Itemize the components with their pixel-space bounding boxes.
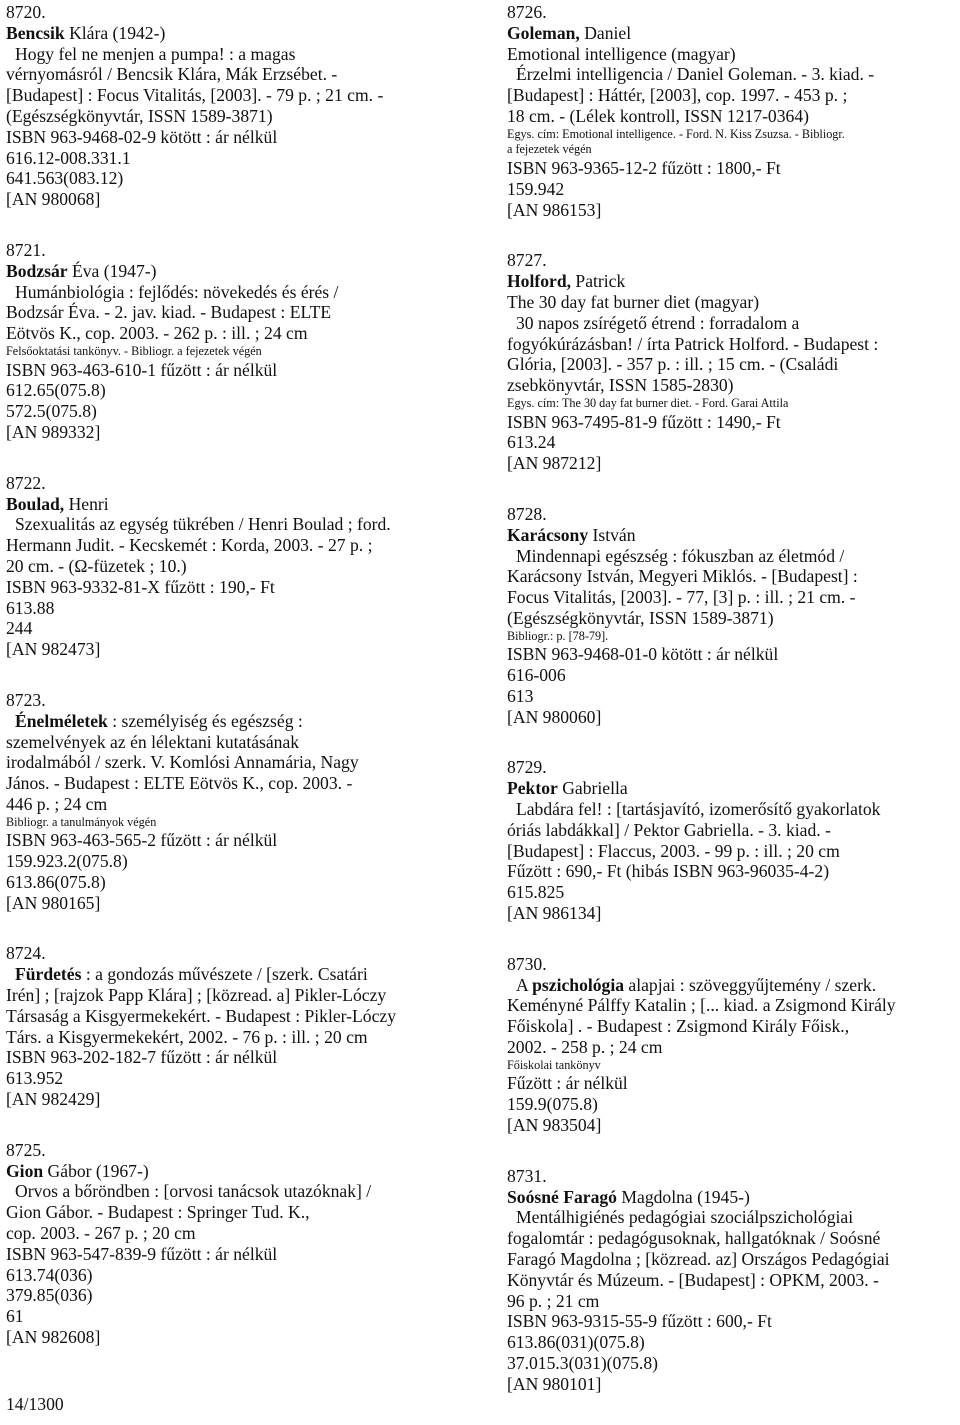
entry-text: irodalmából / szerk. V. Komlósi Annamária, Nagy	[6, 752, 359, 773]
entry-line	[6, 985, 468, 1006]
entry-line	[507, 778, 957, 799]
entry-text: : személyiség és egészség :	[107, 710, 303, 731]
entry-author: Fürdetés	[15, 964, 82, 985]
entry-line	[507, 861, 957, 882]
entry-text: Glória, [2003]. - 357 p. : ill. ; 15 cm. - (Családi	[507, 354, 839, 375]
entry-text: ISBN 963-9365-12-2 fűzött : 1800,- Ft	[507, 157, 781, 178]
entry-line	[507, 903, 957, 924]
entry-text: 159.923.2(075.8)	[6, 851, 128, 872]
entry-line	[6, 711, 468, 732]
entry-line	[6, 85, 468, 106]
entry-text: 8730.	[507, 953, 547, 974]
entry-line	[6, 1306, 468, 1327]
entry-line	[6, 1244, 468, 1265]
entry-text: Mindennapi egészség : fókuszban az életmód /	[516, 545, 845, 566]
entry-text: (Egészségkönyvtár, ISSN 1589-3871)	[507, 607, 774, 628]
entry-text: 8720.	[6, 2, 46, 22]
entry-text: ISBN 963-9315-55-9 fűzött : 600,- Ft	[507, 1311, 772, 1332]
entry-author: Goleman,	[507, 22, 580, 43]
entry-text: Gion Gábor. - Budapest : Springer Tud. K.,	[6, 1202, 310, 1223]
entry-line	[6, 773, 468, 794]
entry-line	[6, 168, 468, 189]
bibliography-entry	[6, 240, 468, 443]
entry-line	[6, 148, 468, 169]
entry-text: Könyvtár és Múzeum. - [Budapest] : OPKM, 2003. -	[507, 1269, 879, 1290]
entry-author: Holford,	[507, 271, 572, 292]
entry-text: [AN 989332]	[6, 421, 101, 442]
entry-line	[507, 1353, 957, 1374]
entry-line	[6, 1265, 468, 1286]
entry-line	[507, 882, 957, 903]
entry-text: zsebkönyvtár, ISSN 1585-2830)	[507, 375, 734, 396]
entry-line	[507, 995, 957, 1016]
entry-number	[6, 2, 468, 23]
bibliography-entry	[6, 2, 468, 210]
entry-line	[6, 261, 468, 282]
entry-text: ISBN 963-9468-01-0 kötött : ár nélkül	[507, 644, 779, 665]
entry-line	[6, 851, 468, 872]
entry-line	[507, 412, 957, 433]
entry-text: szemelvények az én lélektani kutatásának	[6, 731, 300, 752]
entry-line	[507, 841, 957, 862]
entry-author: Bencsik	[6, 22, 65, 43]
entry-line	[507, 686, 957, 707]
entry-line	[6, 189, 468, 210]
entry-text: alapjai : szöveggyűjtemény / szerk.	[624, 974, 877, 995]
entry-line	[6, 964, 468, 985]
entry-line	[507, 587, 957, 608]
entry-text: 572.5(075.8)	[6, 401, 97, 422]
entry-line	[6, 1068, 468, 1089]
entry-line	[507, 200, 957, 221]
entry-line	[507, 432, 957, 453]
entry-text: [AN 982608]	[6, 1327, 101, 1348]
entry-text: [AN 986134]	[507, 903, 602, 924]
entry-line	[507, 453, 957, 474]
entry-line	[6, 1089, 468, 1110]
entry-line	[507, 106, 957, 127]
entry-text: fogalomtár : pedagógusoknak, hallgatóknak / Soósné	[507, 1228, 881, 1249]
entry-text: 30 napos zsírégető étrend : forradalom a	[516, 312, 800, 333]
entry-text: Orvos a bőröndben : [orvosi tanácsok utazóknak] /	[15, 1181, 372, 1202]
entry-text: István	[588, 524, 636, 545]
entry-text: 379.85(036)	[6, 1285, 93, 1306]
entry-note	[6, 815, 468, 831]
entry-text: fogyókúrázásban! / írta Patrick Holford. - Budapest :	[507, 333, 879, 354]
entry-line	[507, 44, 957, 65]
entry-text: [AN 980068]	[6, 189, 101, 210]
entry-text: 8731.	[507, 1165, 547, 1186]
entry-text: Főiskolai tankönyv	[507, 1057, 601, 1072]
entry-line	[6, 1223, 468, 1244]
entry-line	[507, 525, 957, 546]
entry-text: Faragó Magdolna ; [közread. az] Országos Pedagógiai	[507, 1249, 890, 1270]
entry-text: 613.952	[6, 1068, 64, 1089]
entry-line	[507, 566, 957, 587]
entry-text: Fűzött : 690,- Ft (hibás ISBN 963-96035-4-2)	[507, 861, 830, 882]
entry-text: Egys. cím: Emotional intelligence. - Ford. N. Kiss Zsuzsa. - Bibliogr.	[507, 126, 845, 141]
entry-text: Érzelmi intelligencia / Daniel Goleman. - 3. kiad. -	[516, 64, 875, 85]
entry-line	[507, 1115, 957, 1136]
entry-text: 96 p. ; 21 cm	[507, 1290, 600, 1311]
left-column	[6, 2, 468, 1378]
entry-line	[6, 830, 468, 851]
entry-text: 8722.	[6, 472, 46, 493]
right-column	[507, 2, 957, 1425]
entry-text: Főiskola] . - Budapest : Zsigmond Király Főisk.,	[507, 1016, 850, 1037]
entry-text: 61	[6, 1306, 24, 1327]
entry-text: : a gondozás művészete / [szerk. Csatári	[81, 964, 368, 985]
entry-text: 18 cm. - (Lélek kontroll, ISSN 1217-0364)	[507, 105, 809, 126]
entry-text: 8721.	[6, 239, 46, 260]
bibliography-entry	[507, 250, 957, 474]
entry-text: 446 p. ; 24 cm	[6, 793, 108, 814]
entry-text: A	[516, 974, 533, 995]
bibliography-entry	[507, 1166, 957, 1395]
entry-text: [Budapest] : Flaccus, 2003. - 99 p. : ill. ; 20 cm	[507, 840, 840, 861]
entry-line	[6, 494, 468, 515]
entry-line	[507, 158, 957, 179]
entry-text: [AN 980060]	[507, 706, 602, 727]
entry-note	[6, 344, 468, 360]
entry-line	[6, 127, 468, 148]
entry-line	[6, 106, 468, 127]
entry-line	[6, 64, 468, 85]
entry-line	[507, 23, 957, 44]
entry-number	[507, 2, 957, 23]
entry-line	[507, 820, 957, 841]
entry-text: Magdolna (1945-)	[616, 1186, 750, 1207]
entry-note	[507, 1058, 957, 1074]
entry-text: 8725.	[6, 1139, 46, 1160]
entry-text: 8723.	[6, 689, 46, 710]
entry-line	[6, 556, 468, 577]
entry-line	[507, 1249, 957, 1270]
entry-line	[507, 375, 957, 396]
entry-text: 616.12-008.331.1	[6, 147, 131, 168]
entry-line	[6, 1161, 468, 1182]
entry-text: 613	[507, 685, 534, 706]
entry-text: Társaság a Kisgyermekekért. - Budapest : Pikler-Lóczy	[6, 1005, 396, 1026]
entry-text: 613.24	[507, 432, 556, 453]
entry-text: ISBN 963-9468-02-9 kötött : ár nélkül	[6, 126, 278, 147]
entry-text: [AN 980165]	[6, 892, 101, 913]
entry-author: Énelméletek	[15, 710, 108, 731]
entry-note	[507, 127, 957, 143]
entry-line	[507, 64, 957, 85]
entry-text: 613.86(031)(075.8)	[507, 1332, 645, 1353]
entry-text: 615.825	[507, 882, 565, 903]
entry-text: Patrick	[571, 271, 626, 292]
entry-text: Bodzsár Éva. - 2. jav. kiad. - Budapest : ELTE	[6, 302, 332, 323]
entry-text: [AN 987212]	[507, 453, 602, 474]
entry-text: (Egészségkönyvtár, ISSN 1589-3871)	[6, 105, 273, 126]
entry-line	[507, 1270, 957, 1291]
entry-line	[507, 85, 957, 106]
entry-text: Fűzött : ár nélkül	[507, 1073, 628, 1094]
entry-line	[507, 271, 957, 292]
entry-line	[6, 618, 468, 639]
entry-text: János. - Budapest : ELTE Eötvös K., cop. 2003. -	[6, 773, 353, 794]
entry-line	[507, 546, 957, 567]
entry-line	[507, 1016, 957, 1037]
entry-line	[6, 380, 468, 401]
entry-line	[6, 1006, 468, 1027]
entry-line	[507, 1311, 957, 1332]
entry-text: Egys. cím: The 30 day fat burner diet. - Ford. Garai Attila	[507, 395, 789, 410]
entry-line	[6, 893, 468, 914]
entry-text: Bibliogr.: p. [78-79].	[507, 628, 609, 643]
entry-line	[507, 1187, 957, 1208]
bibliography-entry	[507, 954, 957, 1136]
entry-line	[507, 1332, 957, 1353]
bibliography-entry	[6, 473, 468, 660]
entry-line	[507, 1374, 957, 1395]
entry-text: 641.563(083.12)	[6, 168, 124, 189]
entry-text: 612.65(075.8)	[6, 380, 106, 401]
entry-text: cop. 2003. - 267 p. ; 20 cm	[6, 1223, 196, 1244]
entry-text: Daniel	[579, 22, 632, 43]
entry-text: Társ. a Kisgyermekekért, 2002. - 76 p. : ill. ; 20 cm	[6, 1026, 368, 1047]
entry-line	[6, 535, 468, 556]
entry-line	[507, 707, 957, 728]
entry-text: 613.74(036)	[6, 1264, 93, 1285]
entry-line	[6, 732, 468, 753]
entry-text: 616-006	[507, 665, 566, 686]
bibliography-entry	[6, 690, 468, 914]
entry-text: Labdára fel! : [tartásjavító, izomerősítő gyakorlatok	[516, 799, 881, 820]
entry-text: [AN 982429]	[6, 1089, 101, 1110]
entry-text: Keményné Pálffy Katalin ; [... kiad. a Zsigmond Király	[507, 995, 896, 1016]
entry-text: Irén] ; [rajzok Papp Klára] ; [közread. a] Pikler-Lóczy	[6, 985, 387, 1006]
entry-text: Gábor (1967-)	[43, 1160, 149, 1181]
entry-line	[6, 1027, 468, 1048]
entry-number	[6, 473, 468, 494]
entry-author: Pektor	[507, 778, 558, 799]
entry-line	[6, 23, 468, 44]
entry-line	[6, 44, 468, 65]
entry-text: Focus Vitalitás, [2003]. - 77, [3] p. : ill. ; 21 cm. -	[507, 587, 856, 608]
entry-text: [AN 986153]	[507, 199, 602, 220]
entry-line	[507, 313, 957, 334]
entry-line	[6, 598, 468, 619]
entry-number	[507, 757, 957, 778]
entry-text: 8727.	[507, 250, 547, 271]
entry-line	[507, 354, 957, 375]
entry-line	[6, 514, 468, 535]
entry-text: [Budapest] : Háttér, [2003], cop. 1997. - 453 p. ;	[507, 85, 848, 106]
entry-text: ISBN 963-9332-81-X fűzött : 190,- Ft	[6, 576, 275, 597]
entry-number	[6, 240, 468, 261]
entry-text: Gabriella	[557, 778, 628, 799]
entry-line	[507, 1073, 957, 1094]
entry-text: ISBN 963-547-839-9 fűzött : ár nélkül	[6, 1243, 278, 1264]
entry-line	[6, 302, 468, 323]
entry-line	[6, 360, 468, 381]
entry-line	[6, 577, 468, 598]
entry-line	[507, 1207, 957, 1228]
entry-line	[507, 608, 957, 629]
entry-number	[6, 690, 468, 711]
entry-text: 159.9(075.8)	[507, 1094, 598, 1115]
entry-text: Henri	[64, 493, 109, 514]
entry-number	[6, 1140, 468, 1161]
bibliography-entry	[6, 1140, 468, 1348]
entry-line	[6, 752, 468, 773]
entry-line	[507, 665, 957, 686]
entry-text: Mentálhigiénés pedagógiai szociálpszichológiai	[516, 1207, 854, 1228]
entry-author: Soósné Faragó	[507, 1186, 617, 1207]
entry-text: a fejezetek végén	[507, 142, 592, 157]
entry-text: Eötvös K., cop. 2003. - 262 p. : ill. ; 24 cm	[6, 323, 308, 344]
entry-text: 8726.	[507, 2, 547, 22]
entry-author: Karácsony	[507, 524, 589, 545]
entry-line	[6, 1202, 468, 1223]
page-number: 14/1300	[6, 1394, 64, 1414]
entry-number	[6, 943, 468, 964]
entry-text: 8724.	[6, 943, 46, 964]
entry-note	[507, 629, 957, 645]
entry-text: Karácsony István, Megyeri Miklós. - [Budapest] :	[507, 566, 858, 587]
entry-line	[6, 639, 468, 660]
entry-text: [AN 983504]	[507, 1115, 602, 1136]
entry-note	[507, 396, 957, 412]
entry-heading-word: pszichológia	[532, 974, 625, 995]
entry-text: 8728.	[507, 503, 547, 524]
entry-line	[6, 1285, 468, 1306]
entry-text: ISBN 963-202-182-7 fűzött : ár nélkül	[6, 1047, 278, 1068]
bibliography-entry	[507, 504, 957, 728]
entry-text: 2002. - 258 p. ; 24 cm	[507, 1037, 663, 1058]
entry-text: 37.015.3(031)(075.8)	[507, 1353, 658, 1373]
entry-line	[507, 1094, 957, 1115]
entry-text: The 30 day fat burner diet (magyar)	[507, 291, 760, 312]
entry-line	[507, 179, 957, 200]
entry-text: [Budapest] : Focus Vitalitás, [2003]. - 79 p. ; 21 cm. -	[6, 85, 384, 106]
entry-text: Éva (1947-)	[67, 260, 157, 281]
entry-text: 244	[6, 618, 33, 639]
entry-line	[507, 1037, 957, 1058]
entry-text: Felsőoktatási tankönyv. - Bibliogr. a fejezetek végén	[6, 343, 262, 358]
entry-number	[507, 250, 957, 271]
entry-line	[507, 292, 957, 313]
entry-line	[507, 1291, 957, 1312]
entry-text: 20 cm. - (Ω-füzetek ; 10.)	[6, 555, 187, 576]
bibliography-entry	[507, 2, 957, 220]
entry-line	[6, 401, 468, 422]
entry-text: Hermann Judit. - Kecskemét : Korda, 2003. - 27 p. ;	[6, 535, 373, 556]
entry-line	[6, 323, 468, 344]
entry-text: 159.942	[507, 178, 565, 199]
bibliography-entry	[6, 943, 468, 1109]
entry-text: Hogy fel ne menjen a pumpa! : a magas	[15, 43, 296, 64]
entry-author: Boulad,	[6, 493, 65, 514]
entry-text: ISBN 963-463-565-2 fűzött : ár nélkül	[6, 830, 278, 851]
entry-line	[6, 422, 468, 443]
entry-number	[507, 504, 957, 525]
entry-text: Klára (1942-)	[64, 22, 166, 43]
entry-line	[6, 1181, 468, 1202]
entry-line	[507, 644, 957, 665]
entry-text: [AN 980101]	[507, 1373, 602, 1394]
entry-author: Bodzsár	[6, 260, 68, 281]
entry-line	[6, 794, 468, 815]
bibliography-entry	[507, 757, 957, 923]
entry-text: Bibliogr. a tanulmányok végén	[6, 814, 157, 829]
entry-text: Emotional intelligence (magyar)	[507, 43, 736, 64]
entry-text: [AN 982473]	[6, 639, 101, 660]
entry-line	[6, 1327, 468, 1348]
entry-text: óriás labdákkal] / Pektor Gabriella. - 3. kiad. -	[507, 819, 831, 840]
entry-text: Szexualitás az egység tükrében / Henri Boulad ; ford.	[15, 514, 391, 535]
entry-line	[507, 975, 957, 996]
entry-number	[507, 1166, 957, 1187]
entry-line	[507, 799, 957, 820]
entry-text: Humánbiológia : fejlődés: növekedés és érés /	[15, 281, 339, 302]
entry-text: 8729.	[507, 757, 547, 778]
entry-text: 613.86(075.8)	[6, 871, 106, 892]
entry-text: ISBN 963-7495-81-9 fűzött : 1490,- Ft	[507, 411, 781, 432]
entry-text: vérnyomásról / Bencsik Klára, Mák Erzsébet. -	[6, 64, 338, 85]
entry-author: Gion	[6, 1160, 44, 1181]
entry-line	[6, 1047, 468, 1068]
entry-line	[507, 334, 957, 355]
entry-number	[507, 954, 957, 975]
entry-text: ISBN 963-463-610-1 fűzött : ár nélkül	[6, 359, 278, 380]
entry-line	[507, 1228, 957, 1249]
entry-line	[6, 872, 468, 893]
entry-note	[507, 142, 957, 158]
entry-line	[6, 282, 468, 303]
entry-text: 613.88	[6, 597, 55, 618]
